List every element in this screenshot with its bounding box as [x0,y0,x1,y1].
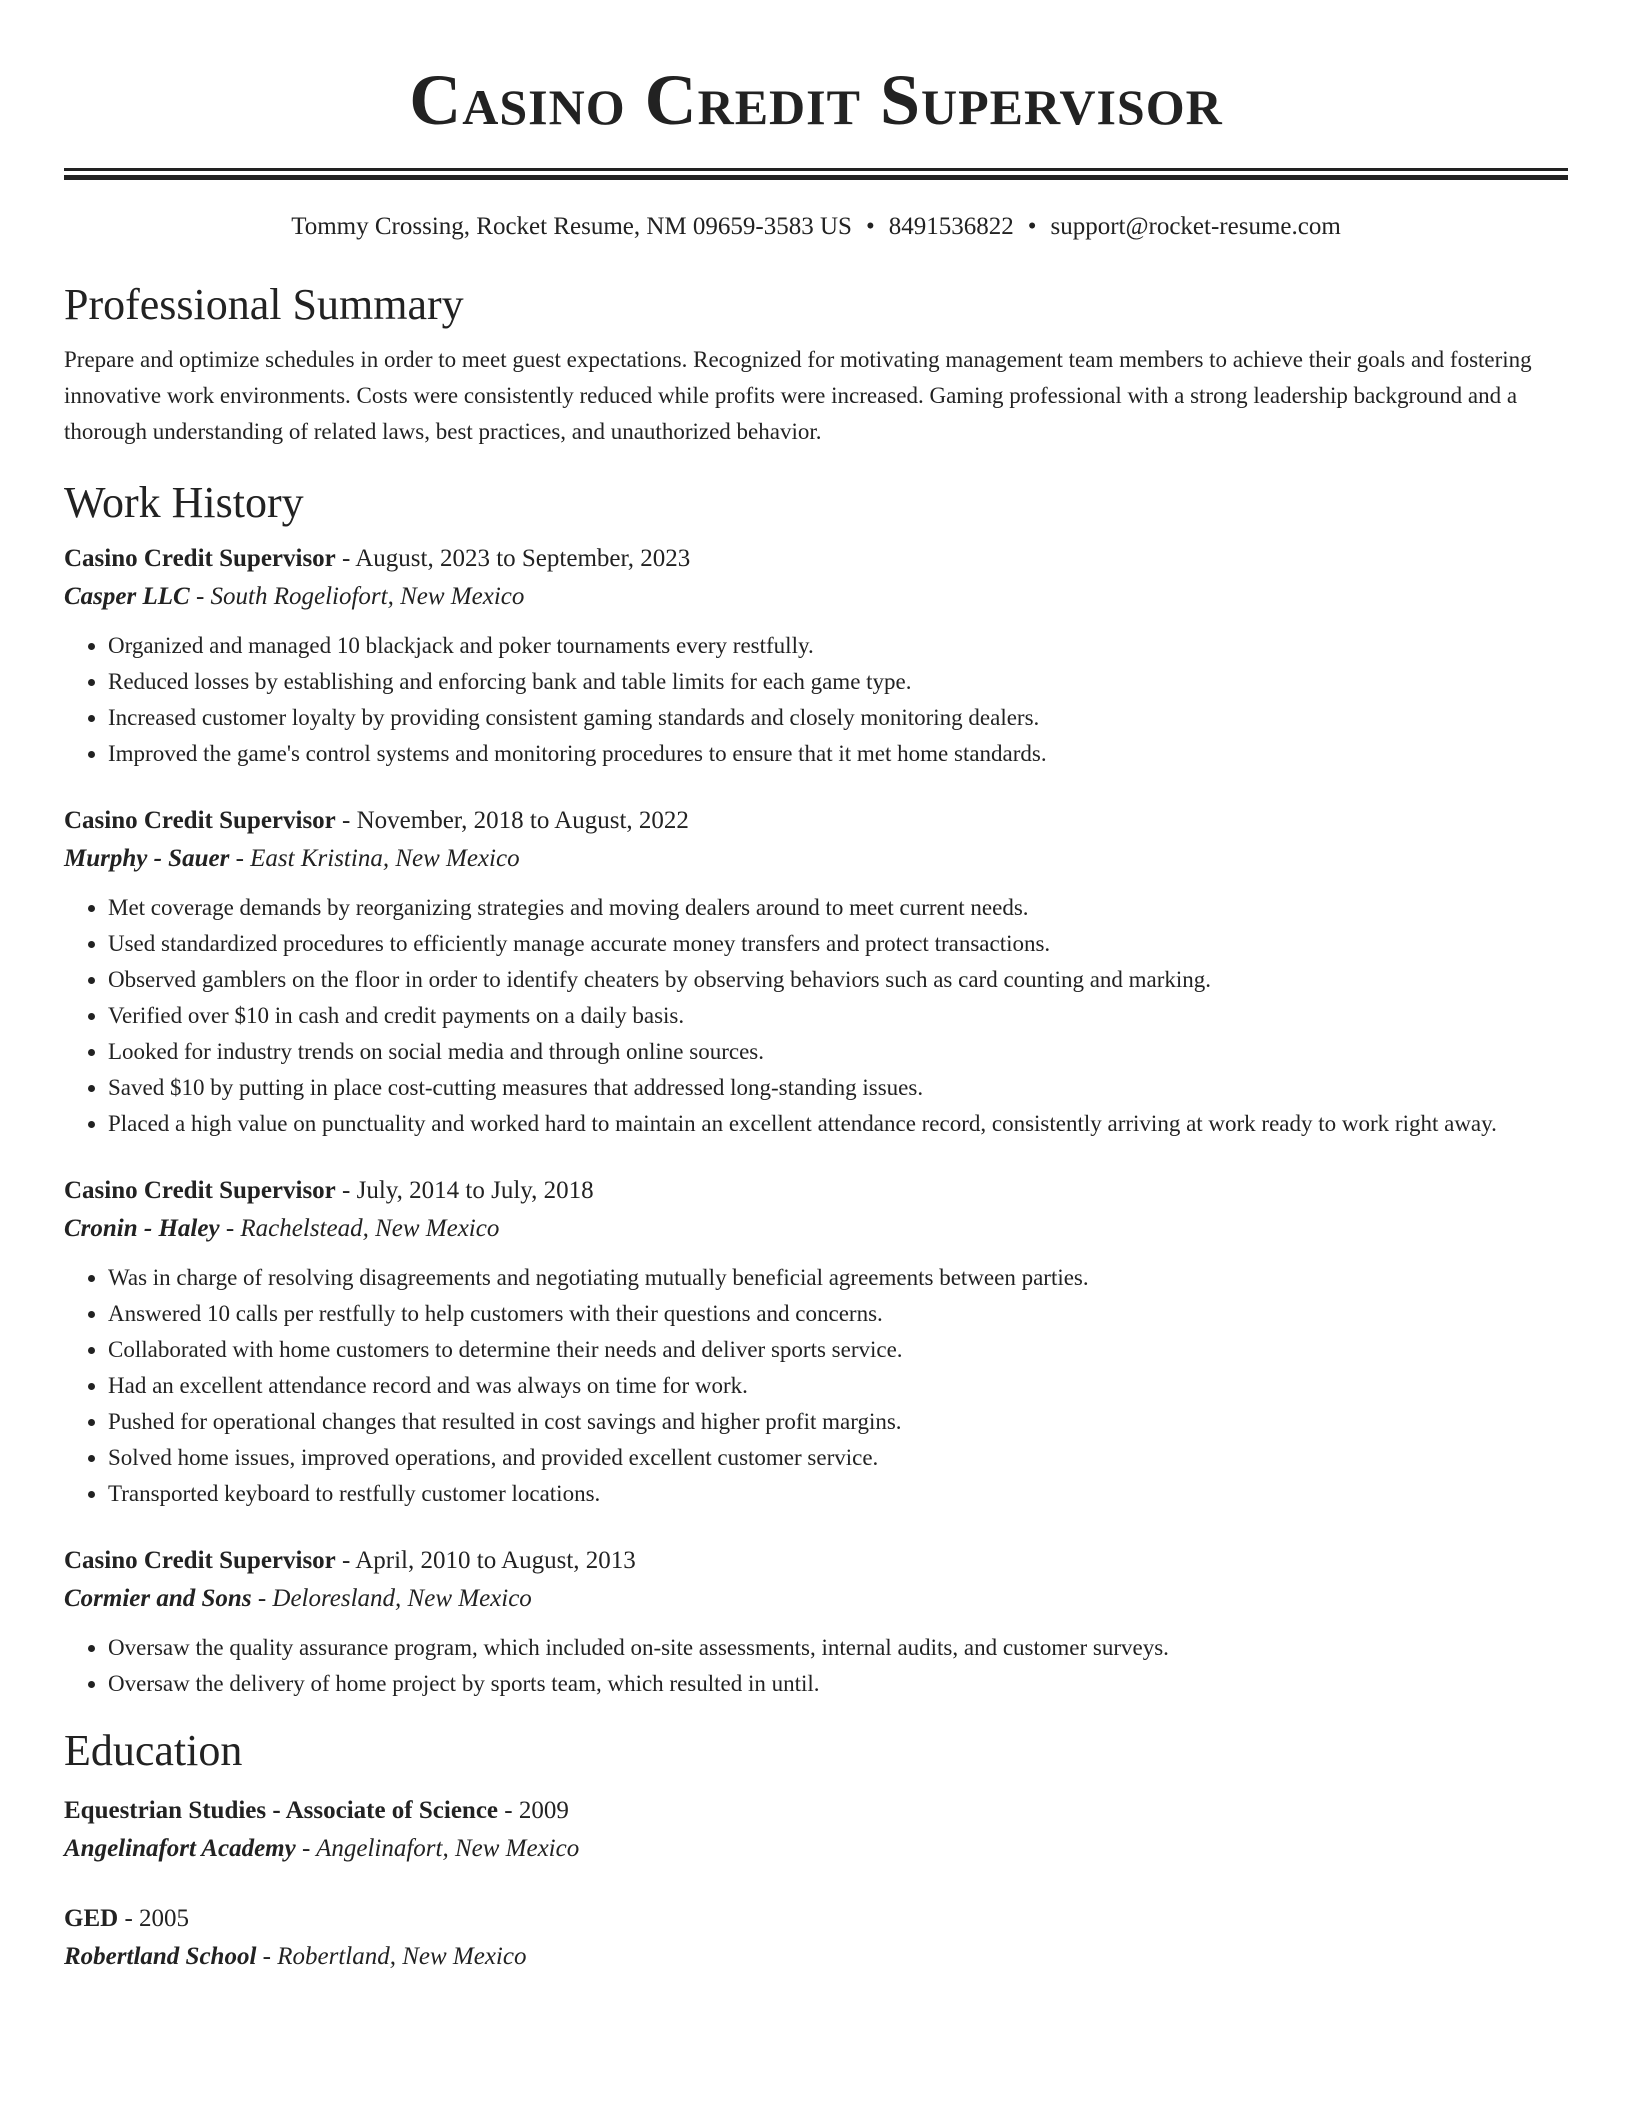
job-dates: - August, 2023 to September, 2023 [335,545,691,572]
job-role: Casino Credit Supervisor [64,545,336,572]
contact-phone: 8491536822 [888,213,1014,240]
job-entry [64,802,1568,1142]
job-entry [64,540,1568,772]
job-role: Casino Credit Supervisor [64,1177,336,1204]
job-dates: - November, 2018 to August, 2022 [335,807,689,834]
job-location: - East Kristina, New Mexico [229,845,520,872]
job-heading [64,540,1568,578]
contact-email: support@rocket-resume.com [1050,213,1341,240]
job-bullets [64,628,1568,772]
education-entry [64,1792,1568,1868]
title-divider [64,168,1568,180]
job-bullet: • Had an excellent attendance record and was always on time for work. [108,1368,1568,1404]
resume-title: Casino Credit Supervisor [409,60,1223,140]
job-dates: - April, 2010 to August, 2013 [335,1547,636,1574]
education-degree: GED [64,1905,119,1932]
job-bullets [64,890,1568,1142]
job-bullet: • Transported keyboard to restfully customer locations. [108,1476,1568,1512]
education-heading-line [64,1792,1568,1830]
job-bullet: • Observed gamblers on the floor in order to identify cheaters by observing behaviors such as card counting and marking. [108,962,1568,998]
job-role: Casino Credit Supervisor [64,1547,336,1574]
job-bullet: • Placed a high value on punctuality and worked hard to maintain an excellent attendance record, consistently arriving at work ready to work right away. [108,1106,1568,1142]
job-company: Casper LLC [64,583,190,610]
job-company: Cronin - Haley [64,1215,220,1242]
job-heading [64,1542,1568,1580]
job-bullet: • Pushed for operational changes that resulted in cost savings and higher profit margins. [108,1404,1568,1440]
job-bullet: • Verified over $10 in cash and credit payments on a daily basis. [108,998,1568,1034]
education-school-line [64,1830,1568,1868]
job-employer [64,1580,1568,1618]
job-employer [64,1210,1568,1248]
job-bullet: • Reduced losses by establishing and enforcing bank and table limits for each game type. [108,664,1568,700]
education-heading: Education [64,1726,243,1775]
job-role: Casino Credit Supervisor [64,807,336,834]
job-heading [64,1172,1568,1210]
job-bullets [64,1260,1568,1512]
job-entry [64,1542,1568,1702]
job-bullet: • Used standardized procedures to efficiently manage accurate money transfers and protect transactions. [108,926,1568,962]
contact-separator: • [1027,213,1037,240]
job-location: - Deloresland, New Mexico [251,1585,532,1612]
contact-line [64,210,1568,244]
job-bullet: • Collaborated with home customers to determine their needs and deliver sports service. [108,1332,1568,1368]
job-company: Cormier and Sons [64,1585,252,1612]
job-bullet: • Met coverage demands by reorganizing strategies and moving dealers around to meet current needs. [108,890,1568,926]
education-location: - Robertland, New Mexico [256,1943,527,1970]
education-entry [64,1900,1568,1976]
education-year: - 2005 [118,1905,190,1932]
job-location: - South Rogeliofort, New Mexico [189,583,525,610]
education-school: Angelinafort Academy [64,1835,296,1862]
job-bullet: • Solved home issues, improved operations, and provided excellent customer service. [108,1440,1568,1476]
job-employer [64,578,1568,616]
education-school-line [64,1938,1568,1976]
job-bullet: • Oversaw the delivery of home project by sports team, which resulted in until. [108,1666,1568,1702]
job-bullet: • Answered 10 calls per restfully to help customers with their questions and concerns. [108,1296,1568,1332]
job-heading [64,802,1568,840]
job-location: - Rachelstead, New Mexico [219,1215,500,1242]
job-entry [64,1172,1568,1512]
summary-heading: Professional Summary [64,280,464,329]
job-bullet: • Looked for industry trends on social media and through online sources. [108,1034,1568,1070]
job-bullet: • Saved $10 by putting in place cost-cutting measures that addressed long-standing issues. [108,1070,1568,1106]
education-degree: Equestrian Studies - Associate of Science [64,1797,499,1824]
job-bullet: • Oversaw the quality assurance program, which included on-site assessments, internal audits, and customer surveys. [108,1630,1568,1666]
job-dates: - July, 2014 to July, 2018 [335,1177,594,1204]
education-year: - 2009 [498,1797,569,1824]
contact-separator: • [865,213,875,240]
contact-address: Tommy Crossing, Rocket Resume, NM 09659-3583 US [291,213,852,240]
work-history-heading: Work History [64,478,304,527]
job-bullets [64,1630,1568,1702]
job-bullet: • Increased customer loyalty by providing consistent gaming standards and closely monitoring dealers. [108,700,1568,736]
job-bullet: • Was in charge of resolving disagreements and negotiating mutually beneficial agreements between parties. [108,1260,1568,1296]
education-location: - Angelinafort, New Mexico [295,1835,580,1862]
education-school: Robertland School [64,1943,257,1970]
job-employer [64,840,1568,878]
summary-text: Prepare and optimize schedules in order to meet guest expectations. Recognized for motivating management team members to achieve their goals and fostering innovative work environments. Costs were consistently reduced while profits were increased. Gaming professional with a strong leadership background and a thorough understanding of related laws, best practices, and unauthorized behavior. [64,347,1532,444]
job-company: Murphy - Sauer [64,845,230,872]
education-heading-line [64,1900,1568,1938]
job-bullet: • Improved the game's control systems and monitoring procedures to ensure that it met home standards. [108,736,1568,772]
job-bullet: • Organized and managed 10 blackjack and poker tournaments every restfully. [108,628,1568,664]
